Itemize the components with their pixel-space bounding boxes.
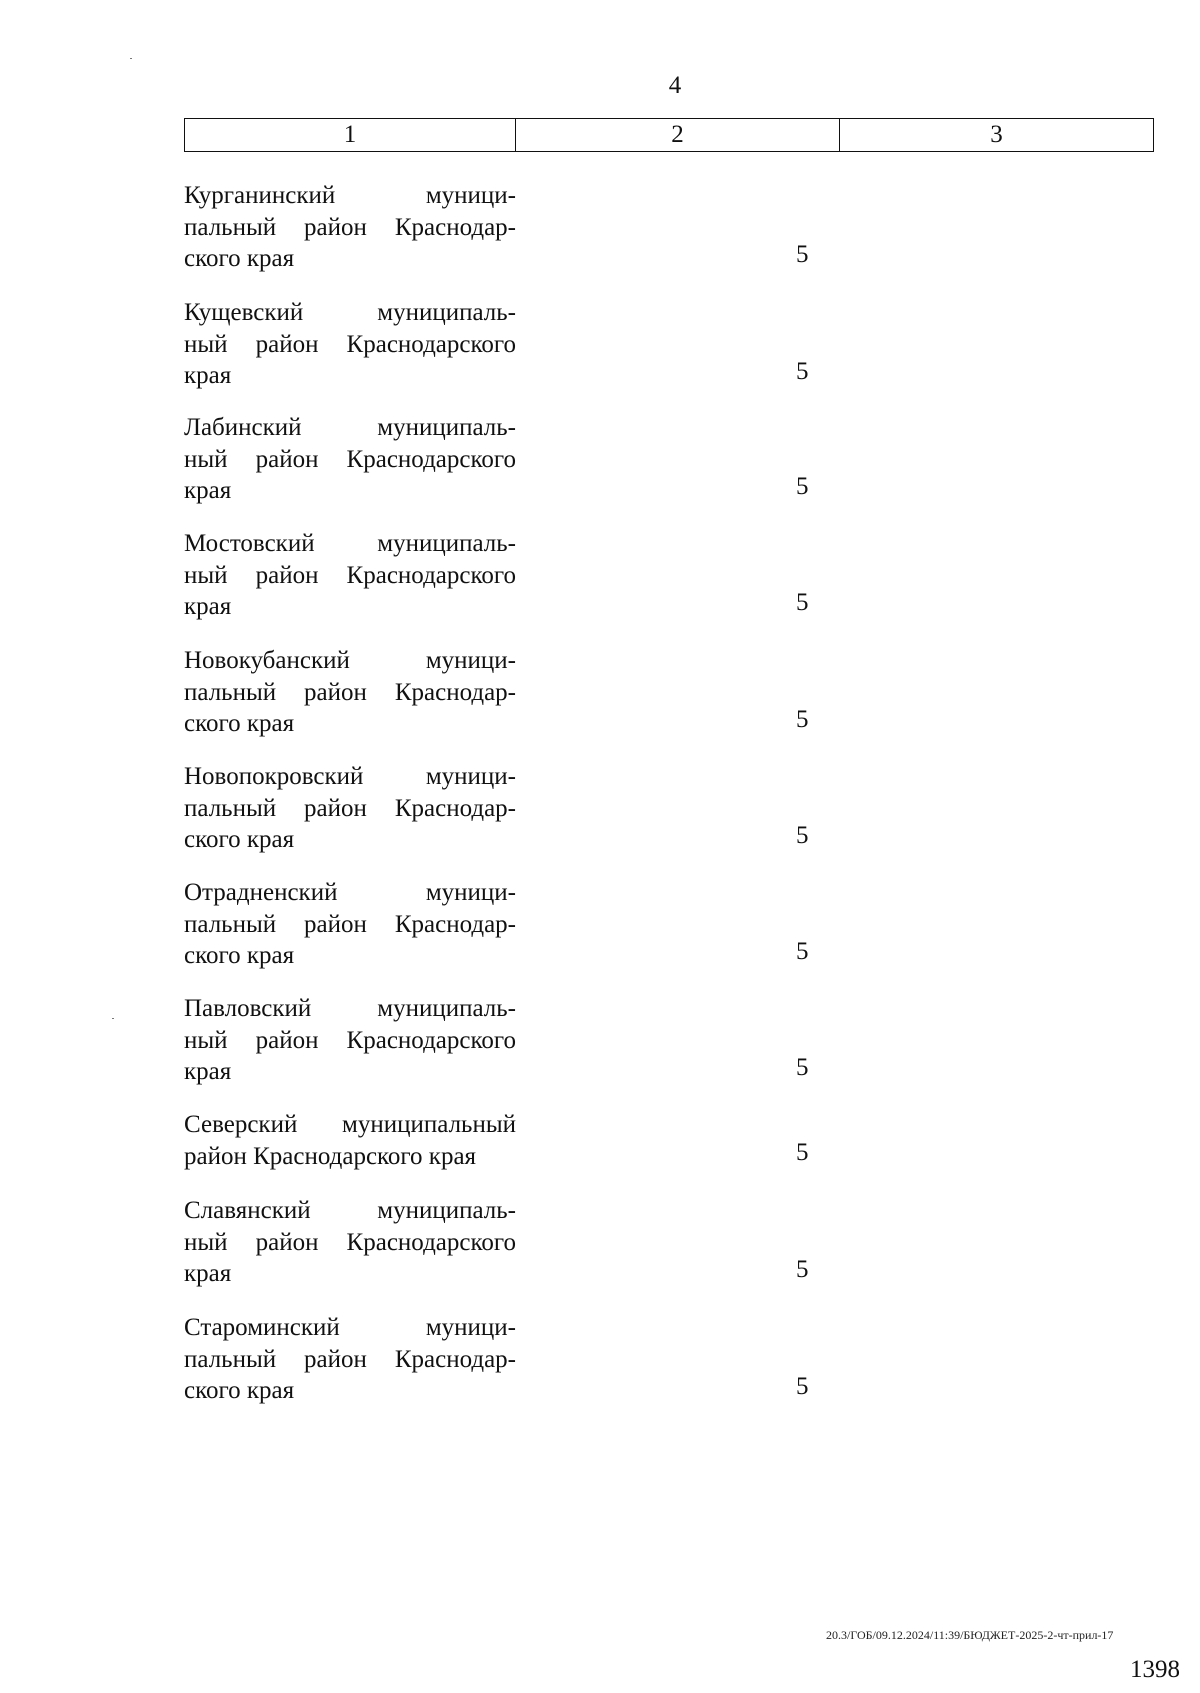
district-name [184, 877, 516, 972]
district-name-line: ный район Краснодарского [184, 561, 516, 589]
district-name-line: Кущевский муниципаль- [184, 299, 516, 326]
row-value: 5 [796, 706, 809, 733]
district-name-line: ный район Краснодарского [184, 1228, 516, 1256]
district-name-line: Павловский муниципаль- [184, 995, 516, 1022]
district-name [184, 1312, 516, 1407]
district-name [184, 761, 516, 856]
district-name [184, 412, 516, 507]
district-name-line: пальный район Краснодар- [184, 910, 516, 938]
row-value: 5 [796, 589, 809, 616]
district-name-line: Новопокровский муници- [184, 763, 516, 790]
district-name-line: Мостовский муниципаль- [184, 530, 516, 557]
district-name-line: края [184, 1058, 232, 1085]
header-cell-3: 3 [839, 119, 1153, 151]
row-value: 5 [796, 241, 809, 268]
district-name-line: Лабинский муниципаль- [184, 414, 516, 441]
district-name-line: ского края [184, 826, 295, 853]
district-name-line: края [184, 1260, 232, 1287]
district-name-line: Курганинский муници- [184, 182, 516, 209]
district-name-line: Новокубанский муници- [184, 647, 516, 674]
district-name-line: район Краснодарского края [184, 1142, 477, 1170]
district-name-line: края [184, 477, 232, 504]
district-name-line: пальный район Краснодар- [184, 794, 516, 822]
row-value: 5 [796, 938, 809, 965]
district-name-line: ского края [184, 942, 295, 969]
district-name [184, 180, 516, 275]
row-value: 5 [796, 1138, 809, 1166]
district-name-line: края [184, 593, 232, 620]
document-code: 20.3/ГОБ/09.12.2024/11:39/БЮДЖЕТ-2025-2-чт-прил-17 [826, 1628, 1114, 1642]
row-value: 5 [796, 473, 809, 500]
district-name-line: Отрадненский муници- [184, 879, 516, 906]
district-name [184, 645, 516, 740]
row-value: 5 [796, 1373, 809, 1400]
row-value: 5 [796, 822, 809, 849]
row-value: 5 [796, 1256, 809, 1283]
district-name-line: пальный район Краснодар- [184, 678, 516, 706]
table-header-row [184, 118, 1154, 152]
district-name-line: Староминский муници- [184, 1314, 516, 1341]
scan-speck [130, 58, 132, 59]
district-name-line: ского края [184, 710, 295, 737]
district-name-line: ского края [184, 1377, 295, 1404]
district-name-line: ского края [184, 245, 295, 272]
district-name-line: края [184, 362, 232, 389]
district-name-line: ный район Краснодарского [184, 330, 516, 358]
district-name-line: пальный район Краснодар- [184, 213, 516, 241]
row-value: 5 [796, 358, 809, 385]
page-number: 4 [668, 72, 682, 99]
district-name-line: Славянский муниципаль- [184, 1197, 516, 1224]
header-cell-1: 1 [343, 121, 357, 148]
district-name-line: пальный район Краснодар- [184, 1345, 516, 1373]
sheet-number: 1398 [1130, 1656, 1180, 1683]
district-name-line: Северский муниципальный [184, 1111, 516, 1138]
header-cell-2: 2 [515, 119, 839, 151]
data-table [184, 118, 1154, 1404]
scan-speck [112, 1018, 114, 1019]
district-name-line: ный район Краснодарского [184, 445, 516, 473]
district-name [184, 1109, 516, 1172]
district-name [184, 528, 516, 623]
row-value: 5 [796, 1054, 809, 1081]
district-name [184, 297, 516, 392]
district-name-line: ный район Краснодарского [184, 1026, 516, 1054]
district-name [184, 1195, 516, 1290]
district-name [184, 993, 516, 1088]
